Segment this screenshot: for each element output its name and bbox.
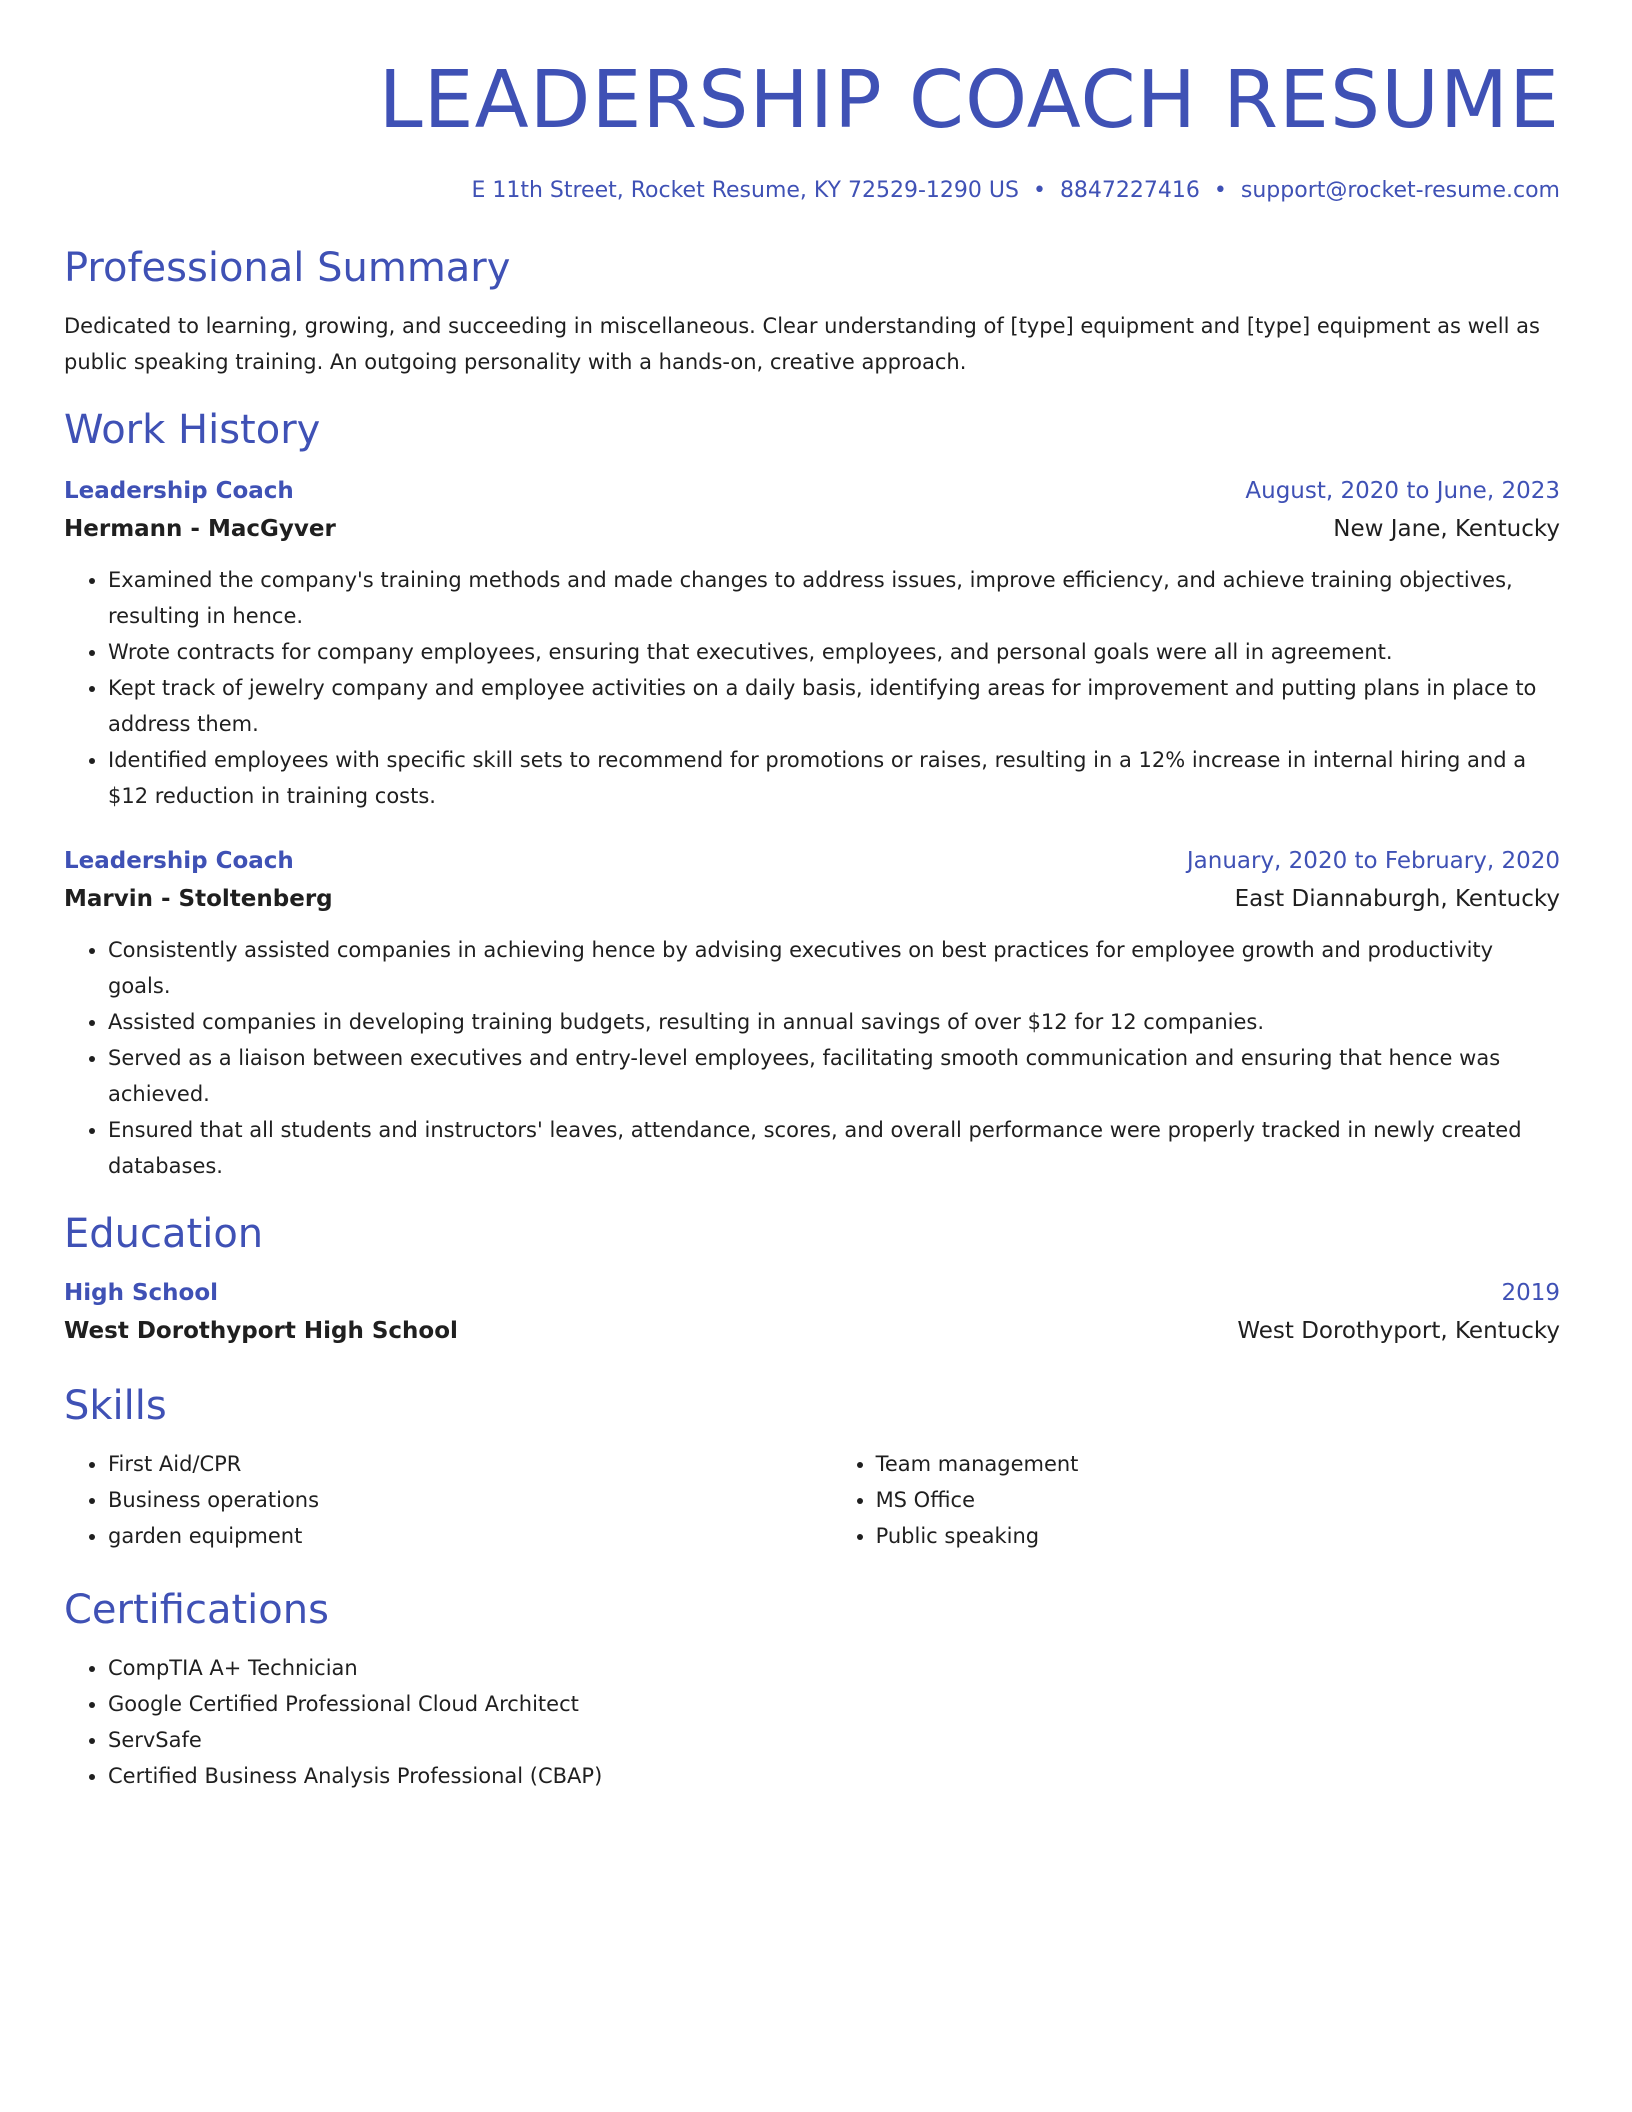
education-school-row bbox=[64, 1312, 1560, 1350]
skill-item: • MS Office bbox=[876, 1482, 1560, 1518]
job-company-row bbox=[64, 510, 1560, 548]
skill-item: • Business operations bbox=[108, 1482, 832, 1518]
education-entry bbox=[64, 1274, 1560, 1350]
job-bullets bbox=[64, 562, 1560, 814]
section-title-education: Education bbox=[64, 1211, 264, 1257]
summary-text: Dedicated to learning, growing, and succeeding in miscellaneous. Clear understanding of [type] equipment and [type] equipment as well as public speaking training. An outgoing personality with a hands-on, creative approach. bbox=[64, 314, 1540, 374]
resume-title: LEADERSHIP COACH RESUME bbox=[378, 54, 1560, 146]
skill-item: • First Aid/CPR bbox=[108, 1446, 832, 1482]
job-company: Hermann - MacGyver bbox=[64, 516, 336, 542]
contact-separator: • bbox=[1032, 178, 1046, 203]
job-bullet: • Wrote contracts for company employees, ensuring that executives, employees, and personal goals were all in agreement. bbox=[108, 634, 1560, 670]
job-entry bbox=[64, 842, 1560, 1184]
job-role: Leadership Coach bbox=[64, 848, 294, 874]
job-bullet: • Examined the company's training methods and made changes to address issues, improve efficiency, and achieve training objectives, resulting in hence. bbox=[108, 562, 1560, 634]
skills-column-left bbox=[64, 1446, 832, 1554]
skills-column-right bbox=[832, 1446, 1560, 1554]
education-location: West Dorothyport, Kentucky bbox=[1237, 1318, 1560, 1344]
certification-item: • ServSafe bbox=[108, 1722, 1560, 1758]
contact-address: E 11th Street, Rocket Resume, KY 72529-1290 US bbox=[471, 178, 1019, 203]
skills-list bbox=[64, 1446, 1560, 1554]
job-bullet: • Served as a liaison between executives and entry-level employees, facilitating smooth communication and ensuring that hence was achieved. bbox=[108, 1040, 1560, 1112]
job-company-row bbox=[64, 880, 1560, 918]
section-title-certifications: Certifications bbox=[64, 1587, 329, 1633]
certifications-list bbox=[64, 1650, 1560, 1794]
job-header-row bbox=[64, 472, 1560, 510]
job-header-row bbox=[64, 842, 1560, 880]
job-bullet: • Ensured that all students and instructors' leaves, attendance, scores, and overall performance were properly tracked in newly created databases. bbox=[108, 1112, 1560, 1184]
certification-item: • CompTIA A+ Technician bbox=[108, 1650, 1560, 1686]
resume-page bbox=[64, 0, 1560, 1794]
contact-phone[interactable]: 8847227416 bbox=[1059, 178, 1200, 203]
job-dates: January, 2020 to February, 2020 bbox=[1186, 848, 1560, 874]
section-title-summary: Professional Summary bbox=[64, 245, 511, 291]
section-title-skills: Skills bbox=[64, 1383, 167, 1429]
job-bullet: • Identified employees with specific skill sets to recommend for promotions or raises, resulting in a 12% increase in internal hiring and a $12 reduction in training costs. bbox=[108, 742, 1560, 814]
contact-email[interactable]: support@rocket-resume.com bbox=[1240, 178, 1560, 203]
contact-separator: • bbox=[1213, 178, 1227, 203]
skill-item: • garden equipment bbox=[108, 1518, 832, 1554]
certification-item: • Google Certified Professional Cloud Architect bbox=[108, 1686, 1560, 1722]
job-bullet: • Kept track of jewelry company and employee activities on a daily basis, identifying areas for improvement and putting plans in place to address them. bbox=[108, 670, 1560, 742]
job-bullet: • Consistently assisted companies in achieving hence by advising executives on best practices for employee growth and productivity goals. bbox=[108, 932, 1560, 1004]
job-location: New Jane, Kentucky bbox=[1333, 516, 1560, 542]
education-degree: High School bbox=[64, 1280, 219, 1306]
contact-line bbox=[64, 176, 1560, 206]
section-title-work-history: Work History bbox=[64, 407, 321, 453]
skill-item: • Public speaking bbox=[876, 1518, 1560, 1554]
job-location: East Diannaburgh, Kentucky bbox=[1234, 886, 1560, 912]
job-company: Marvin - Stoltenberg bbox=[64, 886, 333, 912]
job-role: Leadership Coach bbox=[64, 478, 294, 504]
education-year: 2019 bbox=[1501, 1280, 1560, 1306]
skill-item: • Team management bbox=[876, 1446, 1560, 1482]
job-bullet: • Assisted companies in developing training budgets, resulting in annual savings of over $12 for 12 companies. bbox=[108, 1004, 1560, 1040]
job-entry bbox=[64, 472, 1560, 814]
education-header-row bbox=[64, 1274, 1560, 1312]
job-dates: August, 2020 to June, 2023 bbox=[1245, 478, 1560, 504]
resume-header bbox=[64, 0, 1560, 206]
certification-item: • Certified Business Analysis Professional (CBAP) bbox=[108, 1758, 1560, 1794]
job-bullets bbox=[64, 932, 1560, 1184]
education-school: West Dorothyport High School bbox=[64, 1318, 458, 1344]
